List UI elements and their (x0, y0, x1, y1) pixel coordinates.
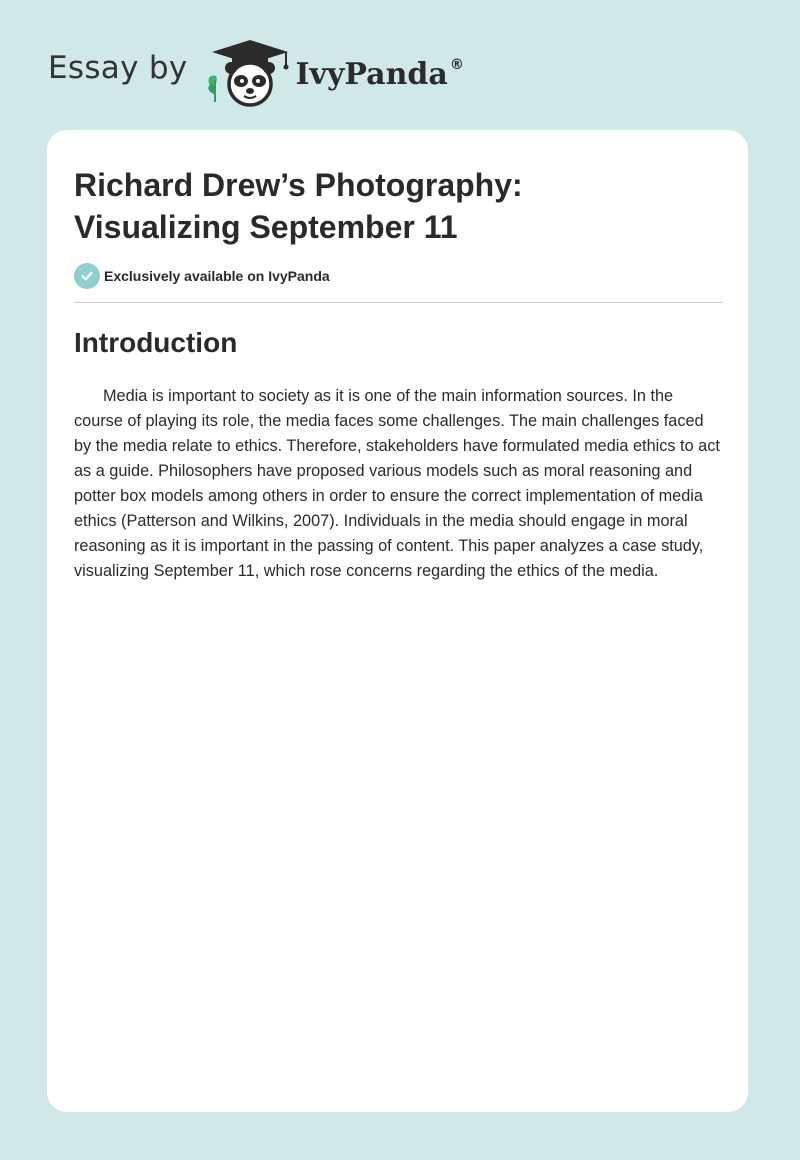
check-circle-icon (74, 263, 100, 289)
site-header (48, 36, 464, 108)
exclusive-badge (74, 263, 330, 289)
section-heading-introduction: Introduction (74, 327, 238, 358)
registered-mark: ® (449, 56, 464, 73)
essay-title (74, 164, 714, 248)
essay-title-line-2: Visualizing September 11 (74, 209, 458, 245)
title-divider (74, 302, 723, 303)
essay-card (47, 130, 748, 1112)
panda-graduation-cap-icon[interactable] (202, 36, 292, 108)
introduction-paragraph: Media is important to society as it is one of the main information sources. In the course of playing its role, the media faces some challenges. The main challenges faced by the media relate to ethics. Therefore, stakeholders have formulated media ethics to act as a guide. Philosophers have proposed various models such as moral reasoning and potter box models among others in order to ensure the correct implementation of media ethics (Patterson and Wilkins, 2007). Individuals in the media should engage in moral reasoning as it is important in the passing of content. This paper analyzes a case study, visualizing September 11, which rose concerns regarding the ethics of the media. (74, 387, 720, 580)
brand-name[interactable]: IvyPanda ® (295, 56, 464, 92)
exclusive-badge-text: Exclusively available on IvyPanda (104, 268, 330, 284)
essay-by-label: Essay by (48, 50, 188, 86)
essay-title-line-1: Richard Drew’s Photography: (74, 167, 523, 203)
